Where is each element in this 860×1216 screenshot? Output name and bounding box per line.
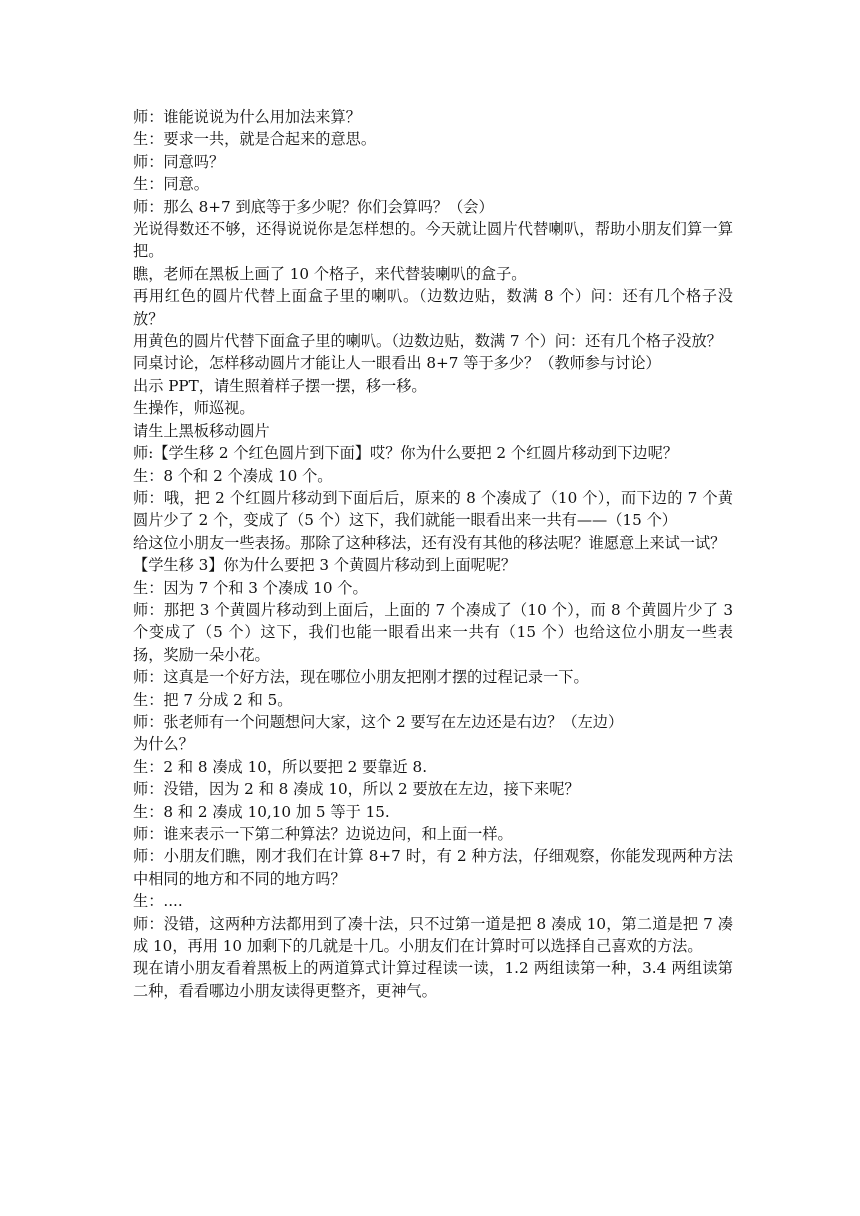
- paragraph: 生：8 和 2 凑成 10,10 加 5 等于 15.: [133, 802, 390, 821]
- paragraph: 为什么？: [133, 735, 194, 754]
- paragraph: 师：没错，这两种方法都用到了凑十法，只不过第一道是把 8 凑成 10，第二道是把 7 凑成 10，再用 10 加剩下的几就是十几。小朋友们在计算时可以选择自己喜欢的方法。: [133, 914, 733, 956]
- paragraph: 生：把 7 分成 2 和 5。: [133, 690, 293, 709]
- paragraph: 师：小朋友们瞧，刚才我们在计算 8+7 时，有 2 种方法，仔细观察，你能发现两种方法中相同的地方和不同的地方吗？: [133, 847, 733, 888]
- paragraph: 师：这真是一个好方法，现在哪位小朋友把刚才摆的过程记录一下。: [133, 668, 589, 687]
- paragraph: 生：8 个和 2 个凑成 10 个。: [133, 466, 333, 485]
- paragraph: 生：2 和 8 凑成 10，所以要把 2 要靠近 8.: [133, 757, 428, 776]
- paragraph: 请生上黑板移动圆片: [133, 421, 270, 440]
- paragraph: 师：那把 3 个黄圆片移动到上面后，上面的 7 个凑成了（10 个），而 8 个黄圆片少了 3 个变成了（5 个）这下，我们也能一眼看出来一共有（15 个）也给这位小朋友一些表扬，奖励一朵小花。: [133, 600, 733, 664]
- paragraph: 师：同意吗？: [133, 152, 225, 171]
- paragraph: 出示 PPT，请生照着样子摆一摆，移一移。: [133, 376, 427, 395]
- paragraph: 师：没错，因为 2 和 8 凑成 10，所以 2 要放在左边，接下来呢？: [133, 780, 580, 799]
- paragraph: 生：要求一共，就是合起来的意思。: [133, 130, 376, 149]
- paragraph: 师：那么 8+7 到底等于多少呢？你们会算吗？（会）: [133, 197, 494, 216]
- document-page: [133, 106, 733, 1002]
- paragraph: 同桌讨论，怎样移动圆片才能让人一眼看出 8+7 等于多少？（教师参与讨论）: [133, 354, 661, 373]
- paragraph: 师：张老师有一个问题想问大家，这个 2 要写在左边还是右边？（左边）: [133, 712, 624, 731]
- paragraph: 生：同意。: [133, 175, 209, 194]
- paragraph: 用黄色的圆片代替下面盒子里的喇叭。（边数边贴，数满 7 个）问：还有几个格子没放？: [133, 332, 722, 351]
- paragraph: 师:【学生移 2 个红色圆片到下面】哎？你为什么要把 2 个红圆片移动到下边呢？: [133, 444, 678, 463]
- paragraph: 师：谁来表示一下第二种算法？边说边问，和上面一样。: [133, 825, 513, 843]
- paragraph: 给这位小朋友一些表扬。那除了这种移法，还有没有其他的移法呢？谁愿意上来试一试？: [133, 533, 726, 552]
- paragraph: 再用红色的圆片代替上面盒子里的喇叭。（边数边贴，数满 8 个）问：还有几个格子没放？: [133, 287, 733, 328]
- paragraph: 师：哦，把 2 个红圆片移动到下面后后，原来的 8 个凑成了（10 个），而下边的 7 个黄圆片少了 2 个，变成了（5 个）这下，我们就能一眼看出来一共有——（15 个）: [133, 488, 733, 530]
- paragraph: 生：因为 7 个和 3 个凑成 10 个。: [133, 578, 368, 597]
- paragraph: 师：谁能说说为什么用加法来算？: [133, 108, 361, 126]
- paragraph: 生操作，师巡视。: [133, 399, 255, 418]
- paragraph: 光说得数还不够，还得说说你是怎样想的。今天就让圆片代替喇叭，帮助小朋友们算一算把。: [133, 220, 733, 261]
- paragraph: 【学生移 3】你为什么要把 3 个黄圆片移动到上面呢呢？: [133, 556, 517, 575]
- paragraph: 现在请小朋友看着黑板上的两道算式计算过程读一读，1.2 两组读第一种，3.4 两组读第二种，看看哪边小朋友读得更整齐，更神气。: [133, 959, 733, 1000]
- paragraph: 生：....: [133, 892, 183, 911]
- paragraph: 瞧，老师在黑板上画了 10 个格子，来代替装喇叭的盒子。: [133, 264, 527, 283]
